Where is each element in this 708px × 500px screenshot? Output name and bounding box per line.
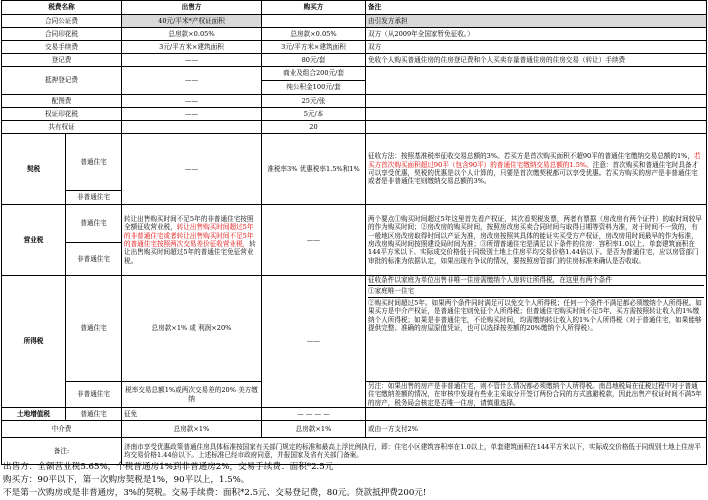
income-sub-ordinary: 普通住宅 [66,276,122,382]
buyer-mapping: 25元/张 [262,95,366,108]
table-row [2,108,707,121]
buyer-registration: 80元/套 [262,54,366,67]
table-row [2,408,707,421]
buyer-agency: 总房款×1% [262,421,366,438]
row-name-mortgage: 抵押登记费 [2,67,122,95]
row-name-notary: 合同公证费 [2,15,122,28]
buyer-income: —— [262,276,366,408]
row-name-mapping: 配图费 [2,95,122,108]
table-row [2,67,707,81]
business-sub-nonordinary: 非普通住宅 [66,243,122,276]
income-sub-nonordinary: 非普通住宅 [66,382,122,408]
note-trade: 双方 [366,41,707,54]
table-row [2,41,707,54]
note-deed: 征收方法：按照基准税率征收交易总额的3%。若买方是首次购买面积不超90平的普通住宅缴纳交易总额的1%，若买方首次购买面积超过90平（包含90平）的普通住宅缴纳交易总额的1.5%。注意：首次购买和普通住宅时具备才可以享受优惠，契税的优惠是以个人计算的，只要是首次缴契税都可以享受优惠。若买方购买的房产是非普通住宅或者是非普通住宅则缴纳交易总额的3%。 [366,134,707,205]
buyer-business: —— [262,205,366,276]
footer-line-buyer: 购买方：90平以下，第一次购房契税是1%，90平以上，1.5%。 [3,475,250,485]
header-fee-name: 税费名称 [2,1,122,15]
row-name-copower: 共有权证 [2,121,122,134]
table-row [2,15,707,28]
business-sub-ordinary: 普通住宅 [66,205,122,243]
row-name-stamp: 合同印花税 [2,28,122,41]
header-note: 备注 [366,1,707,15]
note-income-extra: 另注：如果出售的房产是非普通住宅，则不管什么情况都必须缴纳个人所得税。南昌地税局在征税过程中对于普通住宅缴纳差额的情况，在审核中发现有些业主采取分开签订两份合同的方式逃避税款，因此出售产权证时间不满5年的房产，税务局会核定是否唯一住房，请慎重选择。 [366,382,707,408]
seller-stamp: 总房款×0.05% [122,28,262,41]
table-row [2,28,707,41]
buyer-landvat: — — — — [262,408,366,421]
row-name-business: 营业税 [2,205,66,276]
buyer-copower: 20 [262,121,366,134]
seller-landvat: 征免 [122,408,262,421]
table-row [2,438,707,465]
row-name-registration: 登记费 [2,54,122,67]
buyer-trade: 3元/平方米×建筑面积 [262,41,366,54]
row-name-income: 所得税 [2,276,66,408]
seller-notary: 40元/平米*产权证面积 [122,15,262,28]
seller-registration: —— [122,54,262,67]
buyer-mortgage-commercial: 商业及组合200元/套 [262,67,366,81]
buyer-stamp: 总房款×0.05% [262,28,366,41]
table-row [2,121,707,134]
buyer-certstamp: 5元/本 [262,108,366,121]
seller-business-highlight: 转让出售购买时间超过5年的非普通住宅或者转让出售购买时间不足5年的普通住宅按照两次交易差价征收营业税， [124,223,254,248]
deed-sub-ordinary: 普通住宅 [66,134,122,191]
row-name-certstamp: 权证印花税 [2,108,122,121]
header-buyer: 购买方 [262,1,366,15]
landvat-sub: 普通住宅 [66,408,122,421]
buyer-mortgage-fund: 纯公积金100元/套 [262,81,366,95]
seller-trade: 3元/平方米×建筑面积 [122,41,262,54]
seller-business: 转让出售购买时间不足5年的非普通住宅按照全额征收营业税，转让出售购买时间超过5年的非普通住宅或者转让出售购买时间不足5年的普通住宅按照两次交易差价征收营业税，转让出售购买时间超过5年的普通住宅免征营业税。 [122,205,262,276]
row-name-remark: 备注: [2,438,122,465]
note-registration: 免收个人购买普通住房的住房登记费和个人买卖存量普通住房的住房交易（转让）手续费 [366,54,707,67]
table-row [2,276,707,382]
table-row [2,54,707,67]
note-income: 征收条件以家庭为单位出售非唯一住房需缴纳个人房转让所得税，在这里有两个条件 ①家庭唯一住宅 ②购买时间超过5年。如果两个条件同时满足可以免交个人所得税；任何一个条件不满足都必须缴纳个人所得税。如果买方是中介产权证，是普通住宅则免征个人所得税；但普通住宅购买时间不足5年，买方需按照转让收入的1%缴纳个人所得税；如果是非普通住宅，不论购买时间，均需缴纳转让收入的1%个人所得税（对于普通住宅，如果能够提供完整、准确的房屋原值凭证，也可以选择按差额的20%缴纳个人所得税）。 [366,276,707,382]
row-name-landvat: 土地增值税 [2,408,66,421]
seller-income-nonordinary: 税率交易总额1%或两次交易差的20% 美方缴纳 [122,382,262,408]
footer-line-seller: 出售方：全额营业税5.65%，个税普通房1%到非普通房2%，交易手续费：面积*2.5元 [3,462,334,472]
buyer-notary [262,15,366,28]
table-row [2,95,707,108]
row-name-agency: 中介费 [2,421,122,438]
table-row [2,205,707,243]
note-deed-highlight: 若买方首次购买面积超过90平（包含90平）的普通住宅缴纳交易总额的1.5%。 [368,152,701,169]
row-name-deed: 契税 [2,134,66,205]
deed-sub-nonordinary: 非普通住宅 [66,191,122,205]
row-name-trade: 交易手续费 [2,41,122,54]
table-row [2,421,707,438]
seller-agency: 总房款×1% [122,421,262,438]
remark-text: 济南市享受优惠政策普通住房具体标准按国家有关部门规定的标准和最高上浮比例执行，即：住宅小区建筑容积率在1.0以上，单套建筑面积在144平方米以下，实际成交价格低于同级别土地上住房平均交易价格1.44倍以下。上述标准已经市政府同意，并报国家及省有关部门备案。 [122,438,707,465]
note-agency: 或由一方支付2% [366,421,707,438]
seller-income-ordinary: 总房款×1% 或 利润×20% [122,276,262,382]
buyer-deed: 准税率3% 优惠税率1.5%和1% [262,134,366,205]
tax-fee-table [1,0,707,465]
note-notary: 由引发方承担 [366,15,707,28]
table-row [2,134,707,191]
seller-certstamp: —— [122,108,262,121]
header-seller: 出售方 [122,1,262,15]
note-stamp: 双方（从2009年全国家暂免征收。） [366,28,707,41]
footer-line-other: 不是第一次购房或是非普通房，3%的契税。交易手续费：面积*2.5元、交易登记费，80元。贷款抵押费200元! [3,488,427,498]
header-row [2,1,707,15]
seller-mapping: —— [122,95,262,108]
seller-deed: —— [122,134,262,205]
note-business: 两个要点①购买时间超过5年这里首先看产权证，其次看契税发票，两者有票据（房改房有两个证件）的取时间较早的作为购买时间；②房改房的购买时间，按照房改房买卖合同时间与取得日期等资料为准，对于时间不一致的，有一般地区房改房取得时间以产证为准，房改房按照其具体的能证实买受方产权证，房改房用时间最早的作为标准，房改房购买时间按照建设局时间为准；③所谓普通住宅是满足以下条件的住房：容积率1.0以上、单套建筑面积在144平方米以下、实际成交价格低于同级别土地上住房平均交易价格1.44倍以下。是否为普通住宅，应以房管部门审批的标准为依据认定，如果出现有争议的情况，要按照房管部门的住房标准来确认是否收取。 [366,205,707,276]
seller-mortgage: —— [122,67,262,95]
